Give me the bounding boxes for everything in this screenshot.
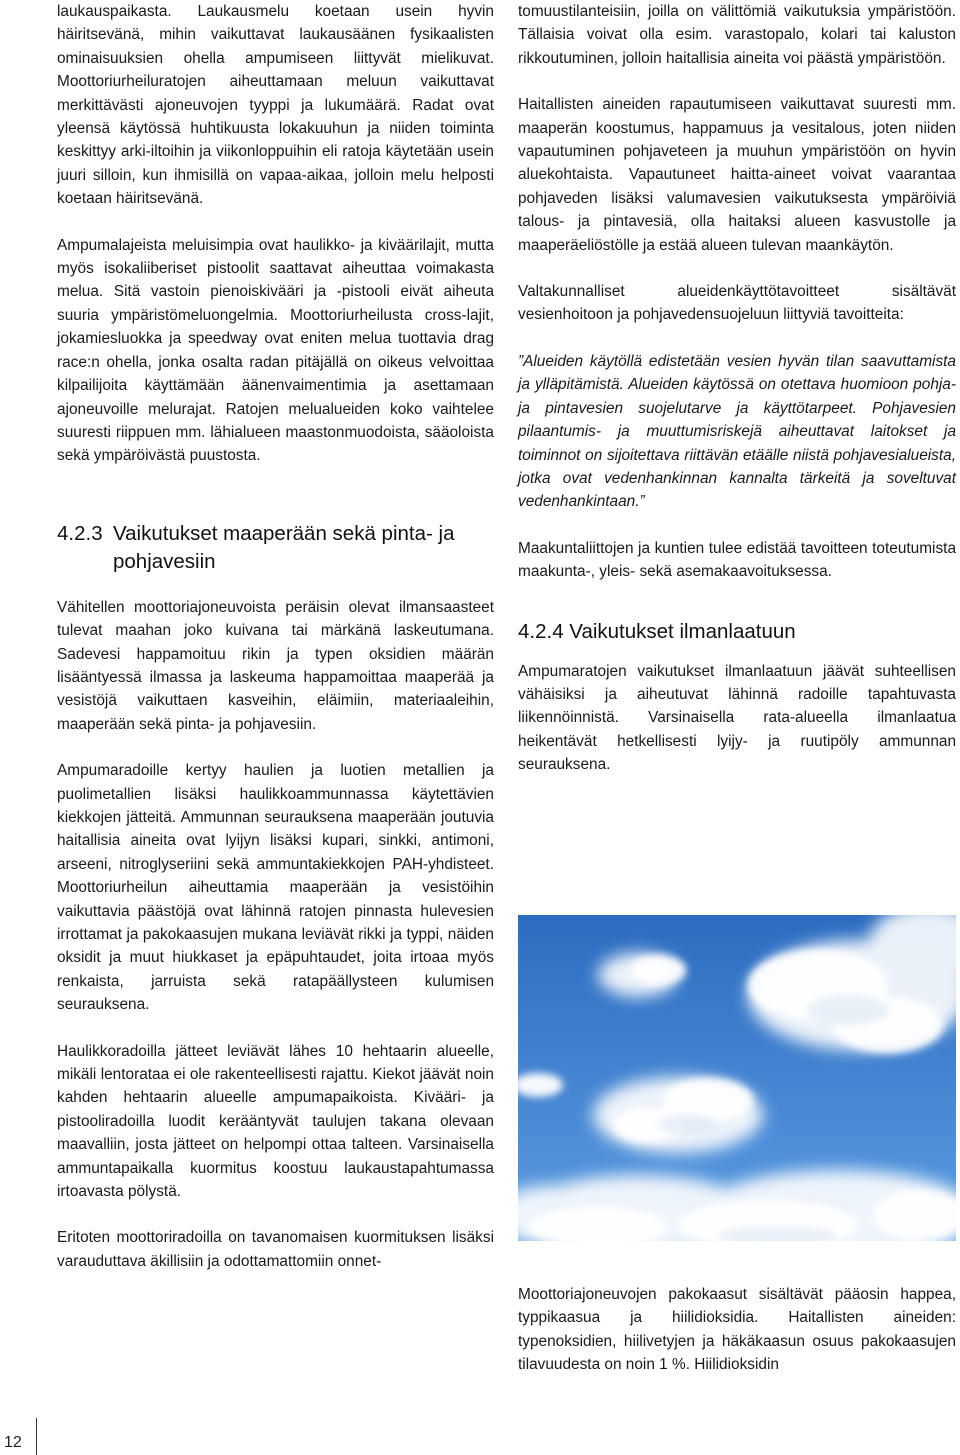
section-title-line1: Vaikutukset maaperään sekä pinta- ja (113, 521, 455, 545)
section-heading-4-2-3 (57, 520, 494, 576)
page-number-rule (36, 1418, 37, 1455)
paragraph: tomuustilanteisiin, joilla on välittömiä vaikutuksia ympäristöön. Tällaisia voivat olla esim. varastopalo, kolari tai kaluston rikkoutuminen, jolloin haitallisia aineita voi päästä ympäristöön. (518, 3, 956, 67)
section-heading-4-2-4: 4.2.4 Vaikutukset ilmanlaatuun (518, 619, 796, 643)
sky-clouds-photo (518, 915, 956, 1241)
right-column-bottom (518, 1283, 956, 1377)
left-column (57, 0, 494, 1273)
right-column (518, 0, 956, 777)
paragraph: Valtakunnalliset alueidenkäyttötavoitteet sisältävät vesienhoitoon ja pohjavedensuojeluun liittyviä tavoitteita: (518, 283, 956, 324)
section-title-line2: pohjavesiin (113, 549, 216, 573)
section-number: 4.2.3 (57, 521, 103, 545)
paragraph: Vähitellen moottoriajoneuvoista peräisin olevat ilmansaasteet tulevat maahan joko kuivana tai märkänä laskeutumana. Sadevesi happamoituu rikin ja typen oksidien määrän lisääntyessä ilmassa ja laskeuma happamoittaa maaperää ja vesistöjä vaikuttaen kasveihin, eläimiin, materiaaleihin, maaperään sekä pinta- ja pohjavesiin. (57, 598, 494, 733)
paragraph: Haitallisten aineiden rapautumiseen vaikuttavat suuresti mm. maaperän koostumus, happamuus ja vesitalous, joten niiden vapautuminen pohjaveteen ja muuhun ympäristöön on hyvin aluekohtaista. Vapautuneet haitta-aineet voivat vaarantaa pohjaveden lisäksi valumavesien vaikutuksesta ympäröiviä talous- ja pintavesiä, olla haitaksi alueen kasvustolle ja maaperäeliöstölle ja estää alueen tulevan maankäytön. (518, 96, 956, 254)
page-number: 12 (4, 1434, 22, 1451)
paragraph: Eritoten moottoriradoilla on tavanomaisen kuormituksen lisäksi varauduttava äkillisiin ja odottamattomiin onnet- (57, 1229, 494, 1270)
sky-clouds-image (518, 915, 956, 1241)
paragraph: laukauspaikasta. Laukausmelu koetaan usein hyvin häiritsevänä, mihin vaikuttavat laukausäänen fysikaalisten ominaisuuksien ohella ampumiseen liittyvät mielikuvat. Moottoriurheiluratojen aiheuttamaan meluun vaikuttavat merkittävästi ajoneuvojen tyyppi ja lukumäärä. Radat ovat yleensä käytössä huhtikuusta lokakuuhun ja niiden toiminta keskittyy arki-iltoihin ja viikonloppuihin eli ratoja käytetään usein juuri silloin, kun ihmisillä on vapaa-aikaa, jolloin melu helposti koetaan häiritsevänä. (57, 3, 494, 208)
quote-paragraph: ”Alueiden käytöllä edistetään vesien hyvän tilan saavuttamista ja ylläpitämistä. Alueiden käytössä on otettava huomioon pohja- ja pintavesien suojelutarve ja käyttötarpeet. Pohjavesien pilaantumis- ja muuttumisriskejä aiheuttavat laitokset ja toiminnot on sijoitettava riittävän etäälle niistä pohjavesialueista, jotka ovat vedenhankinnan kannalta tärkeitä ja soveltuvat vedenhankintaan.” (518, 352, 956, 511)
paragraph: Ampumaradoille kertyy haulien ja luotien metallien ja puolimetallien lisäksi haulikkoammunnassa käytettävien kiekkojen jätteitä. Ammunnan seurauksena maaperään joutuvia haitallisia aineita ovat lyijyn lisäksi kupari, sinkki, antimoni, arseeni, nitroglyseriini sekä ammuntakiekkojen PAH-yhdisteet. Moottoriurheilun aiheuttamia maaperään ja vesistöihin vaikuttavia päästöjä ovat lähinnä ratojen pinnasta hulevesien irrottamat ja pakokaasujen mukana leviävät rikki ja typpi, näiden oksidit ja muut hiukkaset ja epäpuhtaudet, joita irtoaa myös renkaista, jarruista sekä ratapäällysteen kulumisen seurauksena. (57, 762, 494, 1014)
paragraph: Moottoriajoneuvojen pakokaasut sisältävät pääosin happea, typpikaasua ja hiilidioksidia. Haitallisten aineiden: typenoksidien, hiilivetyjen ja häkäkaasun osuus pakokaasujen tilavuudesta on noin 1 %. Hiilidioksidin (518, 1286, 956, 1374)
paragraph: Ampumalajeista meluisimpia ovat haulikko- ja kiväärilajit, mutta myös isokaliiberiset pistoolit saattavat aiheuttaa voimakasta melua. Sitä vastoin pienoiskivääri ja -pistooli eivät aiheuta suuria ympäristömeluongelmia. Moottoriurheilusta cross-lajit, jokamiesluokka ja speedway ovat eniten melua tuottavia drag race:n ohella, jonka osalta radan pitäjällä on oikeus velvoittaa kilpailijoita käyttämään äänenvaimentimia ja asettamaan ajoneuvoille melurajat. Ratojen melualueiden koko vaihtelee suuresti riippuen mm. lähialueen maastonmuodoista, sääoloista sekä ympäröivästä puustosta. (57, 236, 494, 465)
paragraph: Maakuntaliittojen ja kuntien tulee edistää tavoitteen toteutumista maakunta-, yleis- sekä asemakaavoituksessa. (518, 539, 956, 581)
paragraph: Ampumaratojen vaikutukset ilmanlaatuun jäävät suhteellisen vähäisiksi ja aiheutuvat lähinnä radoille tapahtuvasta liikennöinnistä. Varsinaisella rata-alueella ilmanlaatua heikentävät hetkellisesti lyijy- ja ruutipöly ammunnan seurauksena. (518, 662, 956, 774)
paragraph: Haulikkoradoilla jätteet leviävät lähes 10 hehtaarin alueelle, mikäli lentorataa ei ole rakenteellisesti rajattu. Kiekot jäävät noin kahden hehtaarin alueelle ampumapaikoista. Kivääri- ja pistooliradoilla luodit kerääntyvät taulujen takana olevaan maavalliin, josta jätteet on helpompi ottaa talteen. Varsinaisella ammuntapaikalla kuormitus koostuu laukaustapahtumassa irtoavasta pölystä. (57, 1042, 494, 1201)
